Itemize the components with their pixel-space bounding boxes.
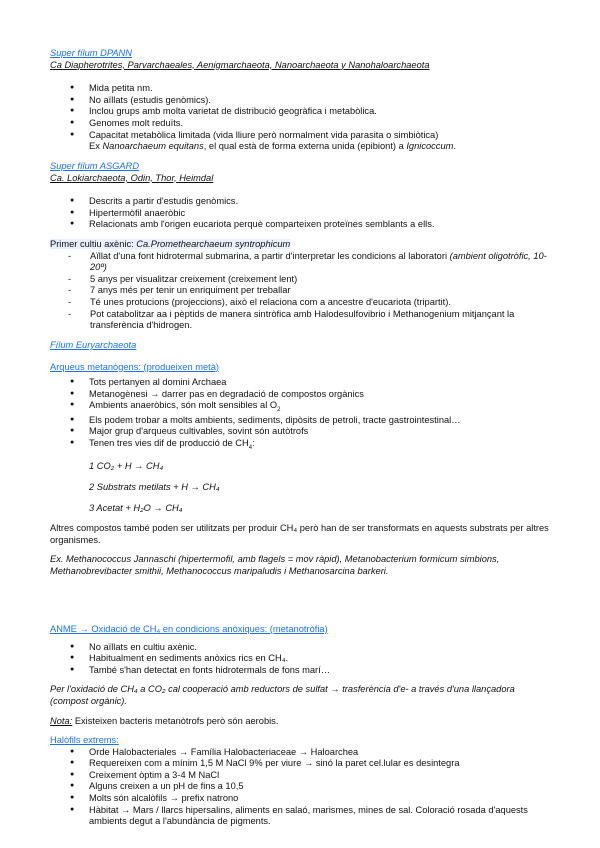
dpann-subtitle: Ca Diapherotrites, Parvarchaeales, Aenigmarchaeota, Nanoarchaeota y Nanohaloarchaeota bbox=[50, 59, 430, 70]
methanogens-list bbox=[50, 377, 550, 452]
list-item: ● Metanogènesi → darrer pas en degradació de compostos orgànics bbox=[50, 389, 550, 401]
dpann-list bbox=[50, 83, 550, 141]
list-item: - 7 anys més per tenir un enriquiment per treballar bbox=[50, 285, 550, 297]
eury-heading: Fílum Euryarchaeota bbox=[50, 340, 137, 350]
list-item: ● Hipertermòfil anaeròbic bbox=[50, 208, 550, 220]
list-item: ● Requereixen com a mínim 1,5 M NaCl 9% per viure → sinó la paret cel.lular es desintegra bbox=[50, 758, 550, 770]
asgard-subtitle: Ca. Lokiarchaeota, Odin, Thor, Heimdal bbox=[50, 172, 214, 183]
list-item: ● Habitualment en sediments anòxics rics en CH₄. bbox=[50, 653, 550, 665]
list-item: - Pot catabolitzar aa i pèptids de manera sintròfica amb Halodesulfovibrio i Methanogenium mitjançant la transferència d'hidrogen. bbox=[50, 309, 550, 332]
dpann-example: Ex Nanoarchaeum equitans, el qual està de forma externa unida (epibiont) a Ignicoccum. bbox=[89, 141, 456, 152]
halo-list bbox=[50, 747, 550, 828]
list-item: - Té unes protucions (projeccions), això el relaciona com a ancestre d'eucariota (tripartit). bbox=[50, 297, 550, 309]
culture-section bbox=[50, 239, 550, 332]
list-item: ● Ambients anaeròbics, són molt sensibles al $O_2$ bbox=[50, 400, 550, 414]
list-item: ● Descrits a partir d'estudis genòmics. bbox=[50, 196, 550, 208]
asgard-heading: Super fílum ASGARD bbox=[50, 161, 140, 171]
nota: Nota: Existeixen bacteris metanòtrofs però són aerobis. bbox=[50, 715, 279, 726]
culture-heading: Primer cultiu axènic: Ca.Promethearchaeum syntrophicum bbox=[50, 239, 291, 249]
list-item: ● Tots pertanyen al domini Archaea bbox=[50, 377, 550, 389]
formula-2: 2 Substrats metilats + H → CH₄ bbox=[89, 481, 220, 492]
culture-list bbox=[50, 251, 550, 332]
dpann-heading: Super fílum DPANN bbox=[50, 48, 132, 58]
list-item: ● Creixement òptim a 3-4 M NaCl bbox=[50, 770, 550, 782]
list-item: ● Inclou grups amb molta varietat de distribució geogràfica i metabòlica. bbox=[50, 106, 550, 118]
list-item: ● Tenen tres vies dif de producció de $CH_4$: bbox=[50, 438, 550, 452]
formula-3: 3 Acetat + H₂O → CH₄ bbox=[89, 502, 183, 513]
list-item: ● Els podem trobar a molts ambients, sediments, dipòsits de petroli, tracte gastrointestinal… bbox=[50, 415, 550, 427]
list-item: - Aïllat d'una font hidrotermal submarina, a partir d'interpretar les condicions al laboratori (ambient oligotròfic, 10-20º) bbox=[50, 251, 550, 274]
examples-text: Ex. Methanococcus Jannaschi (hipertermofil, amb flagels = mov ràpid), Metanobacterium formicum simbions, Methanobrevibacter smithii, Methanococcus maripaludis i Methanosarcina barkeri. bbox=[50, 554, 500, 577]
formula-1: 1 CO₂ + H → CH₄ bbox=[89, 461, 164, 472]
list-item: ● Capacitat metabòlica limitada (vida lliure però normalment vida parasita o simbiòtica) bbox=[50, 130, 550, 142]
list-item: ● Alguns creixen a un pH de fins a 10,5 bbox=[50, 781, 550, 793]
asgard-list bbox=[50, 196, 550, 231]
list-item: ● No aïllats (estudis genòmics). bbox=[50, 95, 550, 107]
anme-note: Per l'oxidació de CH₄ a CO₂ cal cooperació amb reductors de sulfat → trasferència d'e- a través d'una llançadora (compost orgànic). bbox=[50, 684, 515, 707]
list-item: ● Molts són alcalòfils → prefix natrono bbox=[50, 793, 550, 805]
halo-heading: Halòfils extrems: bbox=[50, 735, 119, 745]
list-item: ● Genomes molt reduïts. bbox=[50, 118, 550, 130]
list-item: ● Hàbitat → Mars / llarcs hipersalins, aliments en salaó, marismes, mines de sal. Coloració rosada d'aquests ambients degut a l'abundància de pigments. bbox=[50, 805, 550, 828]
other-compounds-text: Altres compostos també poden ser utilitzats per produir CH₄ però han de ser transformats en aquests substrats per altres organismes. bbox=[50, 523, 549, 545]
dpann-section bbox=[50, 48, 550, 153]
list-item: ● Relacionats amb l'origen eucariota perquè comparteixen proteïnes semblants a ells. bbox=[50, 219, 550, 231]
list-item: ● Orde Halobacteriales → Família Halobacteriaceae → Haloarchea bbox=[50, 747, 550, 759]
list-item: - 5 anys per visualitzar creixement (creixement lent) bbox=[50, 274, 550, 286]
list-item: ● Mida petita nm. bbox=[50, 83, 550, 95]
anme-list bbox=[50, 642, 550, 677]
anme-section bbox=[50, 624, 550, 727]
list-item: ● No aïllats en cultiu axènic. bbox=[50, 642, 550, 654]
anme-heading: ANME → Oxidació de CH₄ en condicions anòxiques: (metanotròfia) bbox=[50, 624, 328, 634]
methanogens-heading: Arqueus metanògens: (produeixen metà) bbox=[50, 361, 219, 372]
list-item: ● També s'han detectat en fonts hidrotermals de fons marí… bbox=[50, 665, 550, 677]
list-item: ● Major grup d'arqueus cultivables, sovint són autòtrofs bbox=[50, 426, 550, 438]
eury-section bbox=[50, 340, 550, 578]
asgard-section bbox=[50, 161, 550, 231]
halo-section bbox=[50, 735, 550, 828]
